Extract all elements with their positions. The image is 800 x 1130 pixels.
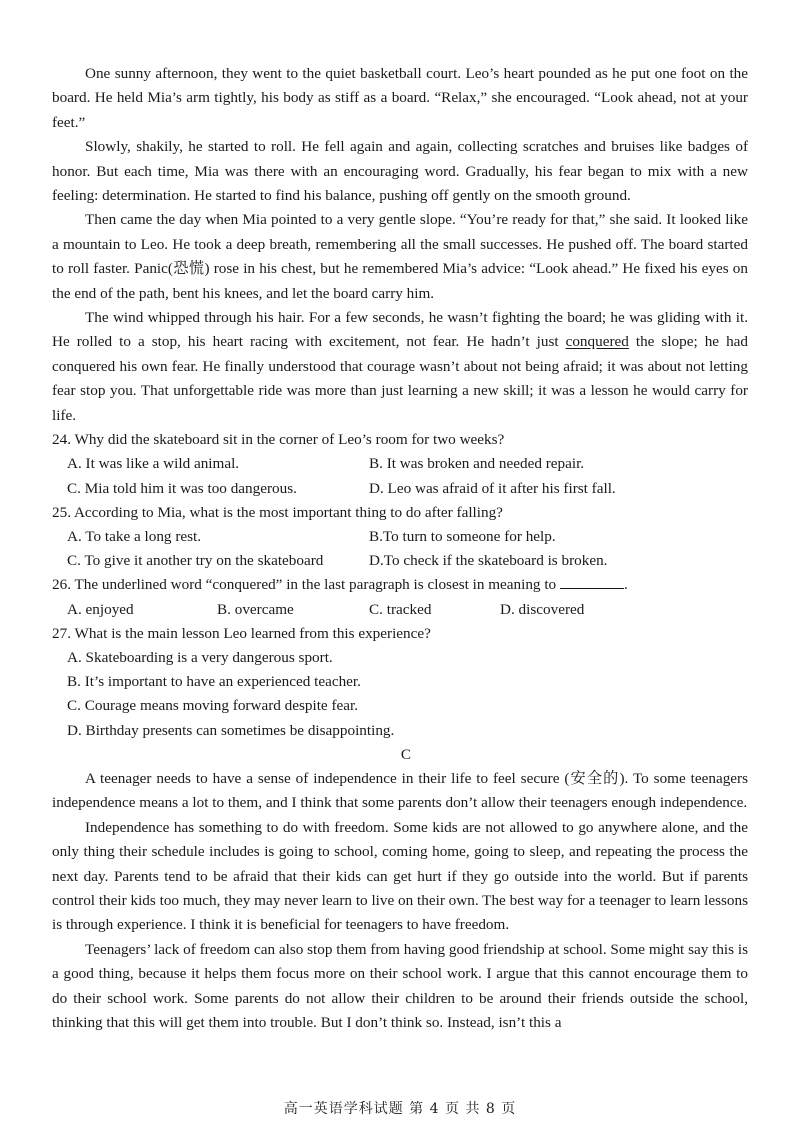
question-25-option-a: A. To take a long rest. <box>67 527 202 545</box>
exam-page <box>52 62 748 1035</box>
question-27-option-d: D. Birthday presents can sometimes be disappointing. <box>67 721 395 739</box>
paragraph-4-text-before: The wind whipped through his hair. For a few seconds, he wasn’t fighting the board; he was gliding with it. He rolled to a stop, his heart racing with excitement, not fear. He hadn’t just <box>52 309 748 351</box>
question-24-option-a: A. It was like a wild animal. <box>67 455 240 473</box>
question-25-stem: 25. According to Mia, what is the most important thing to do after falling? <box>52 503 503 521</box>
question-27-option-b: B. It’s important to have an experienced teacher. <box>67 673 361 691</box>
question-26-stem <box>52 573 748 597</box>
question-27-stem: 27. What is the main lesson Leo learned from this experience? <box>52 624 431 642</box>
section-c-heading: C <box>400 745 412 763</box>
underlined-word-conquered: conquered <box>565 333 629 351</box>
passage-c-paragraph-2: Independence has something to do with freedom. Some kids are not allowed to go anywhere alone, and the only thing their schedule includes is going to school, coming home, going to sleep, and repeating the process the next day. Parents tend to be afraid that their kids can get hurt if they go outside into the world. But if parents control their kids too much, they may never learn to live on their own. The best way for a teenager to learn lessons is through experience. I think it is beneficial for teenagers to have freedom. <box>52 818 748 934</box>
question-24-option-c: C. Mia told him it was too dangerous. <box>67 479 297 497</box>
passage-c-paragraph-1: A teenager needs to have a sense of independence in their life to feel secure (安全的). To some teenagers independence means a lot to them, and I think that some parents don’t allow their teenagers enough independence. <box>52 769 748 812</box>
question-26-stem-end: . <box>623 576 628 594</box>
question-26-options <box>52 598 748 622</box>
question-24-option-d: D. Leo was afraid of it after his first fall. <box>369 479 616 497</box>
passage-b-paragraph-3: Then came the day when Mia pointed to a very gentle slope. “You’re ready for that,” she said. It looked like a mountain to Leo. He took a deep breath, remembering all the small successes. He pushed off. The board started to roll faster. Panic(恐慌) rose in his chest, but he remembered Mia’s advice: “Look ahead.” He fixed his eyes on the end of the path, bent his knees, and let the board carry him. <box>52 211 748 302</box>
answer-blank <box>560 574 624 589</box>
passage-c-paragraph-3: Teenagers’ lack of freedom can also stop them from having good friendship at school. Some might say this is a good thing, because it helps them focus more on their school work. I argue that this cannot encourage them to do their school work. Some parents do not allow their children to be around their friends outside the school, thinking that this will get them into trouble. But I don’t think so. Instead, isn’t this a <box>52 940 748 1031</box>
question-24-option-b: B. It was broken and needed repair. <box>369 455 585 473</box>
question-26-option-a: A. enjoyed <box>67 600 134 618</box>
question-25-options-row-1 <box>52 525 748 549</box>
question-26-option-d: D. discovered <box>500 600 585 618</box>
question-27-option-c: C. Courage means moving forward despite fear. <box>67 697 359 715</box>
passage-b-paragraph-2: Slowly, shakily, he started to roll. He fell again and again, collecting scratches and bruises like badges of honor. But each time, Mia was there with an encouraging word. Gradually, his fear began to mix with a new feeling: determination. He started to find his balance, pushing off gently on the smooth ground. <box>52 138 748 205</box>
paragraph-4-text-after: the slope; he had conquered his own fear. He finally understood that courage wasn’t about not being afraid; it was about not letting fear stop you. That unforgettable ride was more than just learning a new skill; it was a lesson he would carry for life. <box>52 333 748 424</box>
question-25-option-d: D.To check if the skateboard is broken. <box>369 552 608 570</box>
question-26-option-b: B. overcame <box>217 600 294 618</box>
question-26-option-c: C. tracked <box>369 600 432 618</box>
question-25-options-row-2 <box>52 549 748 573</box>
question-24-stem: 24. Why did the skateboard sit in the corner of Leo’s room for two weeks? <box>52 431 505 449</box>
page-footer: 高一英语学科试题 第 4 页 共 8 页 <box>283 1101 517 1117</box>
passage-b-paragraph-4 <box>52 306 748 428</box>
question-26-stem-text: 26. The underlined word “conquered” in the last paragraph is closest in meaning to <box>52 576 560 594</box>
question-24-options-row-1 <box>52 452 748 476</box>
question-25-option-b: B.To turn to someone for help. <box>369 527 556 545</box>
question-24-options-row-2 <box>52 477 748 501</box>
question-27-option-a: A. Skateboarding is a very dangerous sport. <box>67 648 333 666</box>
passage-b-paragraph-1: One sunny afternoon, they went to the quiet basketball court. Leo’s heart pounded as he put one foot on the board. He held Mia’s arm tightly, his body as stiff as a board. “Relax,” she encouraged. “Look ahead, not at your feet.” <box>52 65 748 131</box>
question-25-option-c: C. To give it another try on the skateboard <box>67 552 324 570</box>
